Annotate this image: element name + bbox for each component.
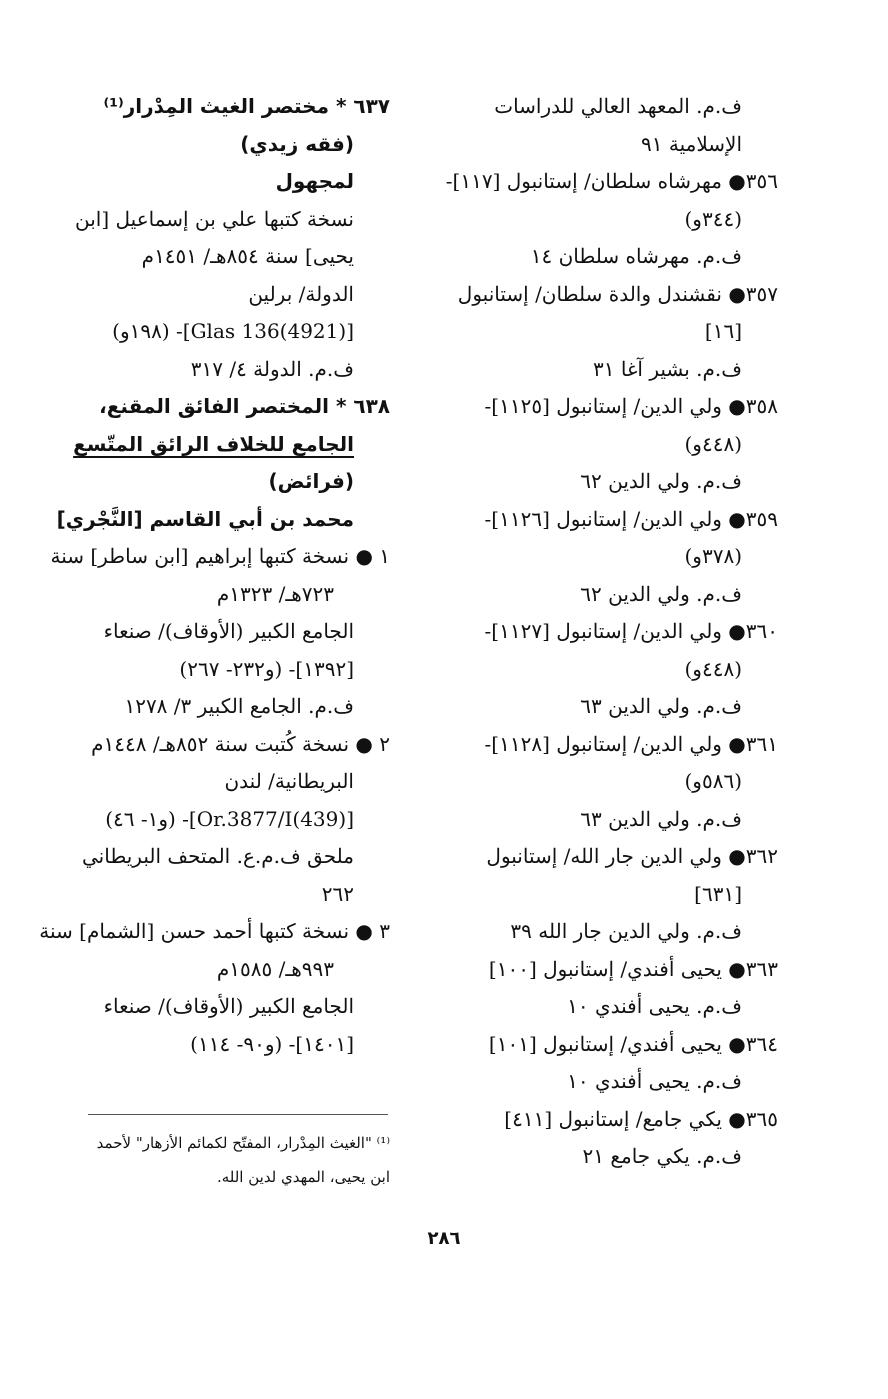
left-column-line: ف.م. الدولة ٤/ ٣١٧ xyxy=(190,356,354,381)
left-column-line: ٦٣٧ * مختصر الغيث المِدْرار⁽¹⁾ xyxy=(103,94,390,118)
right-column-line: ف.م. ولي الدين ٦٣ xyxy=(580,806,742,831)
right-column-line: ٣٥٧● نقشندل والدة سلطان/ إستانبول xyxy=(457,281,778,306)
left-column-line: ف.م. الجامع الكبير ٣/ ١٢٧٨ xyxy=(124,694,354,718)
right-column-line: ف.م. ولي الدين ٦٣ xyxy=(580,694,742,718)
left-column-line: (فرائض) xyxy=(268,469,354,493)
left-column-line: ١ ● نسخة كتبها إبراهيم [ابن ساطر] سنة xyxy=(50,544,390,568)
left-column-line: [Or.3877/I(439)]- (و١- ٤٦) xyxy=(105,806,354,831)
right-column-line: (٤٤٨و) xyxy=(684,431,742,456)
footnote-separator xyxy=(88,1114,388,1115)
left-column-line: الجامع للخلاف الرائق المتّسع xyxy=(73,431,354,456)
right-column-line: (٣٧٨و) xyxy=(684,544,742,568)
left-column-line: ٩٩٣هـ/ ١٥٨٥م xyxy=(216,956,334,981)
left-column-line: ملحق ف.م.ع. المتحف البريطاني xyxy=(81,844,354,868)
right-column-line: ٣٦٣● يحيى أفندي/ إستانبول [١٠٠] xyxy=(488,956,778,981)
right-column-line: ف.م. ولي الدين ٦٢ xyxy=(580,581,742,606)
right-column-line: ٣٥٩● ولي الدين/ إستانبول [١١٢٦]- xyxy=(484,506,778,531)
right-column-line: ٣٥٦● مهرشاه سلطان/ إستانبول [١١٧]- xyxy=(445,169,778,193)
left-column-line: لمجهول xyxy=(275,169,354,193)
left-column-line: [Glas 136(4921)]- (١٩٨و) xyxy=(112,319,354,343)
left-column xyxy=(39,88,390,1063)
right-column-line: (٥٨٦و) xyxy=(684,769,742,793)
right-column-line: ف.م. المعهد العالي للدراسات xyxy=(494,94,742,118)
left-column-line: ٦٣٨ * المختصر الفائق المقنع، xyxy=(99,394,390,418)
left-column-line: ٣ ● نسخة كتبها أحمد حسن [الشمام] سنة xyxy=(39,919,390,943)
right-column-line: ٣٦٤● يحيى أفندي/ إستانبول [١٠١] xyxy=(488,1031,778,1056)
right-column-line: ٣٦٢● ولي الدين جار الله/ إستانبول xyxy=(486,844,778,868)
right-column-line: ف.م. ولي الدين ٦٢ xyxy=(580,469,742,493)
right-column-line: ف.م. ولي الدين جار الله ٣٩ xyxy=(510,919,742,943)
right-column-line: ٣٦٥● يكي جامع/ إستانبول [٤١١] xyxy=(504,1106,778,1131)
footnote-line-2: ابن يحيى، المهدي لدين الله. xyxy=(216,1168,390,1186)
left-column-line: نسخة كتبها علي بن إسماعيل [ابن xyxy=(75,206,354,231)
right-column-line: (٣٤٤و) xyxy=(684,206,742,231)
right-column-line: ٣٦٠● ولي الدين/ إستانبول [١١٢٧]- xyxy=(484,619,778,643)
left-column-line: يحيى] سنة ٨٥٤هـ/ ١٤٥١م xyxy=(141,244,354,268)
right-column-line: (٤٤٨و) xyxy=(684,656,742,681)
left-column-line: ٢٦٢ xyxy=(321,881,354,906)
footnote xyxy=(60,1126,390,1194)
left-column-line: (فقه زيدي) xyxy=(240,131,354,156)
left-column-line: [١٤٠١]- (و٩٠- ١١٤) xyxy=(190,1031,354,1056)
footnote-line-1: ⁽¹⁾ "الغيث المِدْرار، المفتّح لكمائم الأزهار" لأحمد xyxy=(96,1134,390,1152)
left-column-line: الدولة/ برلين xyxy=(248,281,354,306)
left-column-line: محمد بن أبي القاسم [النَّجْري] xyxy=(56,506,354,531)
right-column xyxy=(443,88,778,1176)
left-column-line: ٧٢٣هـ/ ١٣٢٣م xyxy=(216,581,334,606)
right-column-line: [١٦] xyxy=(704,319,742,343)
right-column-line: ف.م. بشير آغا ٣١ xyxy=(593,356,742,381)
page-number: ٢٨٦ xyxy=(427,1228,461,1249)
right-column-line: ف.م. يحيى أفندي ١٠ xyxy=(567,994,742,1018)
right-column-line: ف.م. مهرشاه سلطان ١٤ xyxy=(530,244,742,268)
right-column-line: ف.م. يكي جامع ٢١ xyxy=(582,1144,742,1168)
left-column-line: البريطانية/ لندن xyxy=(224,769,354,793)
left-column-line: الجامع الكبير (الأوقاف)/ صنعاء xyxy=(103,994,354,1018)
right-column-line: الإسلامية ٩١ xyxy=(641,131,742,156)
right-column-line: ٣٦١● ولي الدين/ إستانبول [١١٢٨]- xyxy=(484,731,778,756)
left-column-line: [١٣٩٢]- (و٢٣٢- ٢٦٧) xyxy=(179,656,354,681)
left-column-line: ٢ ● نسخة كُتبت سنة ٨٥٢هـ/ ١٤٤٨م xyxy=(91,731,390,756)
right-column-line: ٣٥٨● ولي الدين/ إستانبول [١١٢٥]- xyxy=(484,394,778,418)
right-column-line: [٦٣١] xyxy=(694,881,742,906)
right-column-line: ف.م. يحيى أفندي ١٠ xyxy=(567,1069,742,1093)
left-column-line: الجامع الكبير (الأوقاف)/ صنعاء xyxy=(103,619,354,643)
